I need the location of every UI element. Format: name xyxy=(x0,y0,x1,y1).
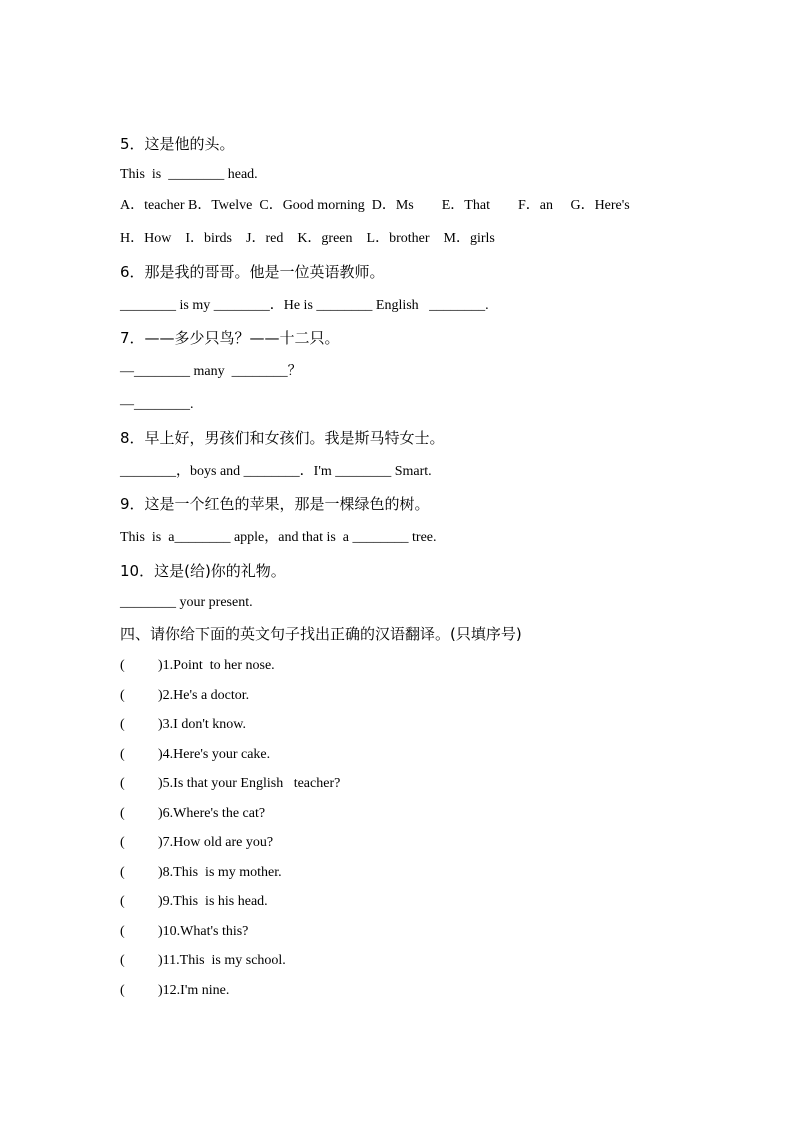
question-6-answer: ________ is my ________．He is ________ English ________. xyxy=(120,298,489,313)
translation-item-text: )6.Where's the cat? xyxy=(158,806,266,821)
question-10-prompt: 10．这是(给)你的礼物。 xyxy=(120,562,286,580)
translation-item-text: )5.Is that your English teacher? xyxy=(158,776,341,791)
question-8-prompt: 8．早上好，男孩们和女孩们。我是斯马特女士。 xyxy=(120,429,445,447)
translation-item-text: )4.Here's your cake. xyxy=(158,747,271,762)
translation-item xyxy=(120,686,249,706)
translation-item-text: )3.I don't know. xyxy=(158,717,246,732)
translation-item xyxy=(120,774,340,794)
translation-item-text: )2.He's a doctor. xyxy=(158,688,250,703)
translation-item xyxy=(120,804,265,824)
question-6-prompt: 6．那是我的哥哥。他是一位英语教师。 xyxy=(120,263,385,281)
translation-item xyxy=(120,715,246,735)
translation-item-text: )12.I'm nine. xyxy=(158,983,230,998)
translation-item-text: )1.Point to her nose. xyxy=(158,658,275,673)
question-9-answer: This is a________ apple，and that is a ________ tree. xyxy=(120,530,437,545)
answer-blank-paren[interactable]: ( xyxy=(120,953,125,968)
answer-blank-paren[interactable]: ( xyxy=(120,983,125,998)
section-4-title: 四、请你给下面的英文句子找出正确的汉语翻译。(只填序号) xyxy=(120,625,522,643)
question-5-answer: This is ________ head. xyxy=(120,167,258,182)
translation-item xyxy=(120,656,275,676)
question-5-prompt: 5．这是他的头。 xyxy=(120,135,235,153)
answer-blank-paren[interactable]: ( xyxy=(120,717,125,732)
answer-blank-paren[interactable]: ( xyxy=(120,658,125,673)
question-7-prompt: 7．——多少只鸟？——十二只。 xyxy=(120,329,340,347)
answer-blank-paren[interactable]: ( xyxy=(120,776,125,791)
answer-blank-paren[interactable]: ( xyxy=(120,688,125,703)
translation-item xyxy=(120,833,273,853)
translation-item-text: )8.This is my mother. xyxy=(158,865,282,880)
question-10-answer: ________ your present. xyxy=(120,595,253,610)
translation-item-text: )11.This is my school. xyxy=(158,953,286,968)
translation-item xyxy=(120,951,286,971)
question-8-answer: ________，boys and ________．I'm ________ Smart. xyxy=(120,464,432,479)
translation-item xyxy=(120,863,282,883)
answer-blank-paren[interactable]: ( xyxy=(120,747,125,762)
translation-item xyxy=(120,922,248,942)
options-row-2: H．How I．birds J．red K．green L．brother M．girls xyxy=(120,231,495,246)
translation-item-text: )9.This is his head. xyxy=(158,894,268,909)
answer-blank-paren[interactable]: ( xyxy=(120,894,125,909)
answer-blank-paren[interactable]: ( xyxy=(120,806,125,821)
translation-item-text: )7.How old are you? xyxy=(158,835,274,850)
answer-blank-paren[interactable]: ( xyxy=(120,924,125,939)
translation-item xyxy=(120,981,229,1001)
translation-item xyxy=(120,892,268,912)
answer-blank-paren[interactable]: ( xyxy=(120,835,125,850)
question-9-prompt: 9．这是一个红色的苹果，那是一棵绿色的树。 xyxy=(120,495,430,513)
translation-item-text: )10.What's this? xyxy=(158,924,249,939)
question-7-answer-2: —________. xyxy=(120,397,194,412)
question-7-answer-1: —________ many ________？ xyxy=(120,364,302,379)
options-row-1: A．teacher B．Twelve C．Good morning D．Ms E．That F．an G．Here's xyxy=(120,198,630,213)
answer-blank-paren[interactable]: ( xyxy=(120,865,125,880)
translation-item xyxy=(120,745,270,765)
